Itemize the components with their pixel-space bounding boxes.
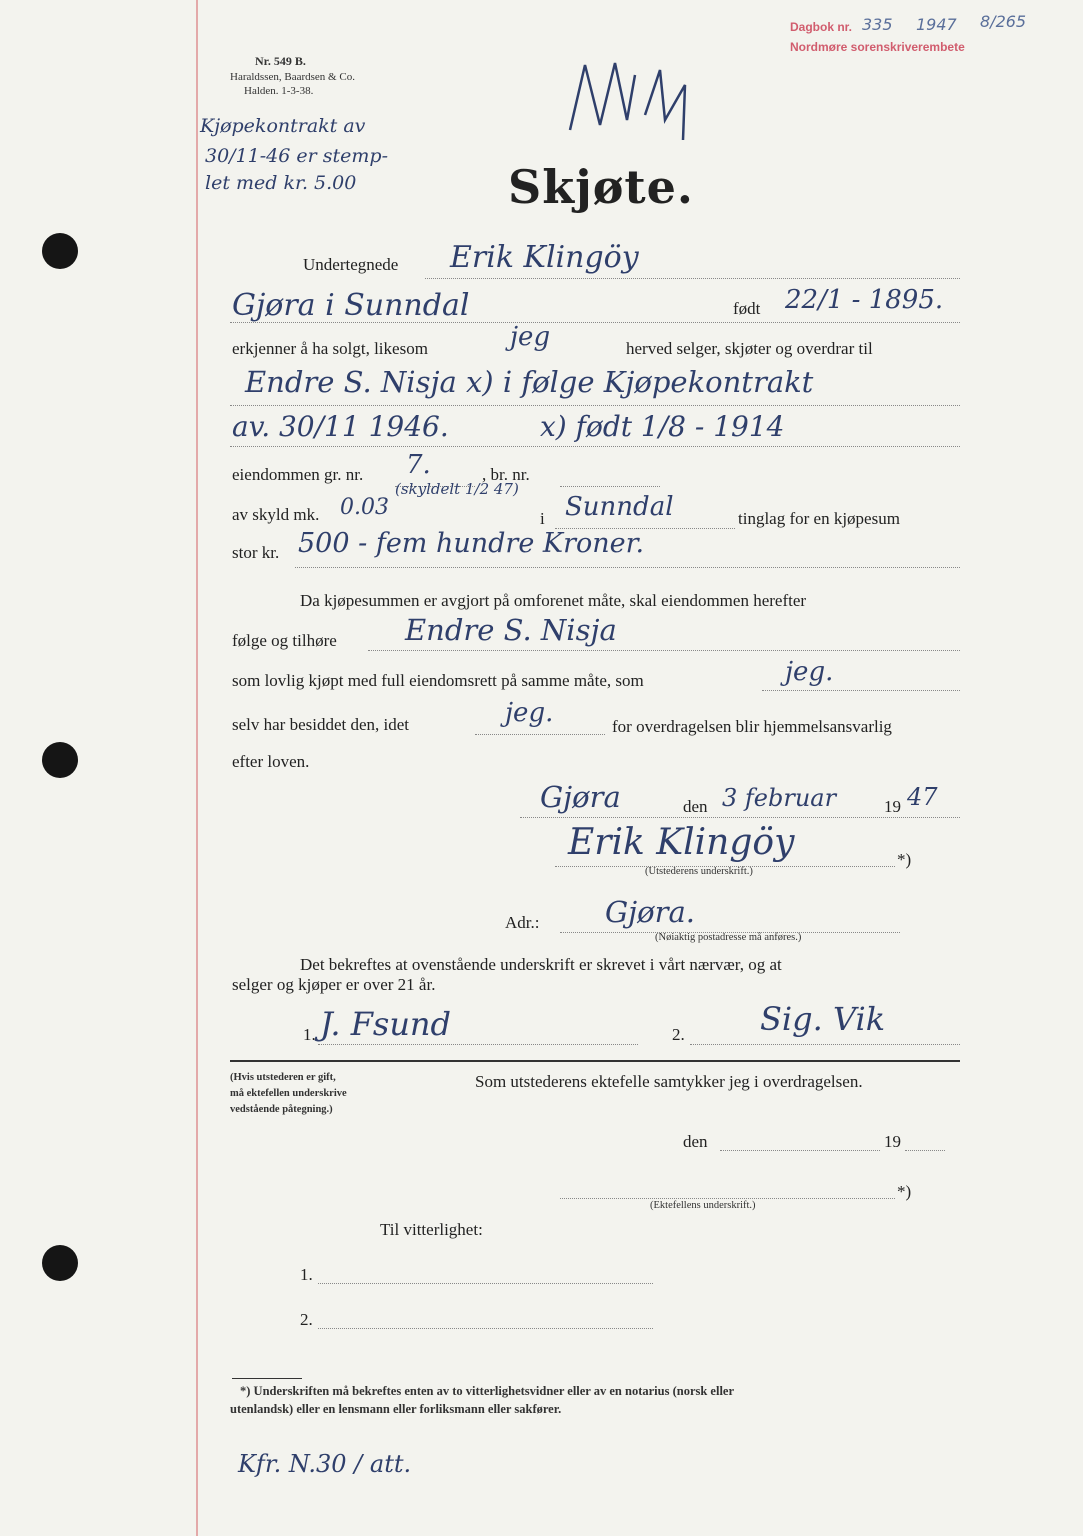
margin-note-line3: let med kr. 5.00	[205, 172, 357, 194]
dotted-line	[560, 1198, 895, 1199]
adr-label: Adr.:	[505, 913, 540, 932]
paragraph-line1: Da kjøpesummen er avgjort på omforenet måte, skal eiendommen herefter	[300, 591, 807, 610]
registry-stamp-year: 1947	[916, 15, 957, 34]
seller-name: Erik Klingöy	[450, 240, 639, 275]
sign-date: 3 februar	[722, 784, 837, 812]
selv-label: selv har besiddet den, idet	[232, 715, 410, 734]
stor-kr-label: stor kr.	[232, 543, 280, 562]
footnote-rule	[232, 1378, 302, 1379]
erkjenner-label: erkjenner å ha solgt, likesom	[232, 339, 428, 358]
punch-hole	[42, 1245, 78, 1281]
dotted-line	[318, 1044, 638, 1045]
undertegnede-label: Undertegnede	[303, 255, 399, 274]
efter-loven: efter loven.	[232, 752, 310, 771]
dotted-line	[475, 734, 605, 735]
registry-stamp-line2: Nordmøre sorenskriverembete	[790, 40, 965, 54]
buyer-name: Endre S. Nisja	[405, 613, 617, 647]
gr-nr-value: 7.	[406, 450, 431, 480]
initials-scribble	[565, 45, 705, 155]
punch-hole	[42, 233, 78, 269]
fodt-label: født	[733, 299, 761, 318]
margin-note-line1: Kjøpekontrakt av	[200, 115, 366, 137]
purchase-amount: 500 - fem hundre Kroner.	[298, 528, 645, 559]
i-label: i	[540, 509, 545, 528]
witness1-signature: J. Fsund	[320, 1005, 452, 1043]
confirm-line2: selger og kjøper er over 21 år.	[232, 975, 436, 994]
for-label: for overdragelsen blir hjemmelsansvarlig	[612, 717, 892, 736]
dotted-line	[230, 322, 960, 323]
address-caption: (Nøiaktig postadresse må anføres.)	[655, 932, 802, 943]
form-number: Nr. 549 B.	[255, 54, 306, 68]
dotted-line	[720, 1150, 880, 1151]
spouse-note-line1: (Hvis utstederen er gift,	[230, 1072, 336, 1083]
margin-note-line2: 30/11-46 er stemp-	[205, 145, 388, 167]
dotted-line	[295, 567, 960, 568]
asterisk: *)	[897, 850, 912, 869]
margin-rule	[196, 0, 198, 1536]
buyer-line1: Endre S. Nisja x) i følge Kjøpekontrakt	[245, 365, 814, 399]
seller-birth: 22/1 - 1895.	[785, 285, 944, 315]
year-suffix: 47	[907, 783, 938, 811]
spouse-den-label: den	[683, 1132, 708, 1151]
footnote-line1: *) Underskriften må bekreftes enten av to vitterlighetsvidner eller av en notarius (norsk eller	[240, 1384, 735, 1398]
pronoun-jeg: jeg.	[505, 698, 554, 728]
dotted-line	[318, 1328, 653, 1329]
dotted-line	[905, 1150, 945, 1151]
witness2-label: 2.	[672, 1025, 685, 1044]
dotted-line	[560, 486, 660, 487]
confirm-line1: Det bekreftes at ovenstående underskrift er skrevet i vårt nærvær, og at	[300, 955, 782, 974]
skyld-label: av skyld mk.	[232, 505, 320, 524]
herved-label: herved selger, skjøter og overdrar til	[626, 339, 873, 358]
br-nr-label: , br. nr.	[482, 465, 530, 484]
buyer-birth: x) født 1/8 - 1914	[540, 410, 785, 443]
folge-label: følge og tilhøre	[232, 631, 337, 650]
pronoun-jeg: jeg	[510, 322, 551, 352]
publisher-date: Halden. 1-3-38.	[244, 85, 314, 97]
skyld-note: (skyldelt 1/2 47)	[395, 480, 519, 498]
dotted-line	[520, 817, 960, 818]
spouse-consent: Som utstederens ektefelle samtykker jeg i overdragelsen.	[475, 1072, 863, 1091]
bottom-note: Kfr. N.30 / att.	[238, 1450, 412, 1478]
witness1-label: 1.	[303, 1025, 316, 1044]
spouse-note-line2: må ektefellen underskrive	[230, 1088, 347, 1099]
skyld-value: 0.03	[340, 495, 389, 520]
dotted-line	[762, 690, 960, 691]
vitterlighet-item2: 2.	[300, 1310, 313, 1329]
punch-hole	[42, 742, 78, 778]
footnote-line2: utenlandsk) eller en lensmann eller forliksmann eller sakfører.	[230, 1402, 562, 1416]
registry-stamp-number: 335	[862, 15, 893, 34]
dotted-line	[368, 650, 960, 651]
spouse-asterisk: *)	[897, 1182, 912, 1201]
document-title: Skjøte.	[508, 160, 694, 214]
lovlig-label: som lovlig kjøpt med full eiendomsrett på samme måte, som	[232, 671, 644, 690]
spouse-year: 19	[884, 1132, 901, 1151]
registry-stamp-line1: Dagbok nr.	[790, 20, 853, 34]
seller-place: Gjøra i Sunndal	[232, 288, 470, 323]
dotted-line	[230, 405, 960, 406]
dotted-line	[690, 1044, 960, 1045]
spouse-caption: (Ektefellens underskrift.)	[650, 1200, 756, 1211]
witness2-signature: Sig. Vik	[760, 1000, 886, 1038]
eiendommen-label: eiendommen gr. nr.	[232, 465, 364, 484]
den-label: den	[683, 797, 708, 816]
dotted-line	[230, 446, 960, 447]
year-prefix: 19	[884, 797, 901, 816]
section-divider	[230, 1060, 960, 1062]
vitterlighet-label: Til vitterlighet:	[380, 1220, 483, 1239]
address-value: Gjøra.	[605, 895, 695, 929]
sign-place: Gjøra	[540, 780, 621, 814]
tinglag-value: Sunndal	[565, 492, 674, 522]
dotted-line	[318, 1283, 653, 1284]
pronoun-jeg: jeg.	[785, 657, 834, 687]
vitterlighet-item1: 1.	[300, 1265, 313, 1284]
seller-signature: Erik Klingöy	[568, 822, 795, 863]
tinglag-label: tinglag for en kjøpesum	[738, 509, 900, 528]
registry-stamp-page: 8/265	[980, 12, 1027, 31]
buyer-line2: av. 30/11 1946.	[232, 410, 449, 443]
spouse-note-line3: vedstående påtegning.)	[230, 1104, 333, 1115]
publisher: Haraldssen, Baardsen & Co.	[230, 71, 355, 83]
utsteder-caption: (Utstederens underskrift.)	[645, 866, 753, 877]
dotted-line	[425, 278, 960, 279]
